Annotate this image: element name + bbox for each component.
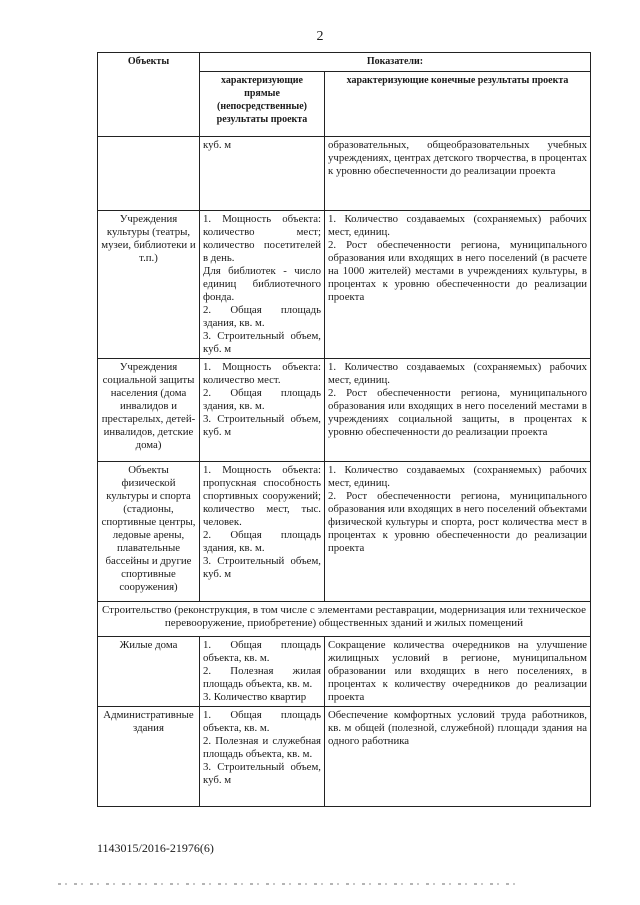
document-code: 1143015/2016-21976(6)	[97, 841, 214, 855]
cell-text: 3. Количество квартир	[203, 691, 307, 703]
cell-text: Обеспечение комфортных условий труда работников, кв. м общей (полезной, служебной) площади здания на одного работника	[328, 709, 588, 747]
table-row	[98, 707, 591, 807]
header-objects: Объекты	[98, 53, 200, 137]
direct-results-cell	[200, 707, 325, 807]
cell-text: 1. Количество создаваемых (сохраняемых) рабочих мест, единиц.	[328, 213, 588, 238]
table-row	[98, 211, 591, 359]
cell-text: 3. Строительный объем, куб. м	[203, 761, 321, 786]
direct-results-cell	[200, 211, 325, 359]
cell-text: 2. Общая площадь здания, кв. м.	[203, 387, 321, 412]
direct-results-cell	[200, 637, 325, 707]
indicators-table	[97, 52, 591, 807]
section-title: Строительство (реконструкция, в том числе с элементами реставрации, модернизация или техническое перевооружение, приобретение) общественных зданий и жилых помещений	[98, 602, 591, 637]
cell-text: 2. Рост обеспеченности региона, муниципального образования или входящих в него поселений объектами физической культуры и спорта, рост количества мест в процентах к уровню обеспеченности до реализации проекта	[328, 490, 588, 554]
cell-text: 2. Полезная и служебная площадь объекта, кв. м.	[203, 735, 321, 760]
cell-text: 2. Рост обеспеченности региона, муниципального образования или входящих в него поселений (в расчете на 1000 жителей) местами в учреждениях культуры, в процентах к уровню обеспеченности до реализации проекта	[328, 239, 588, 303]
direct-results-cell	[200, 359, 325, 462]
table-body-buildings	[98, 637, 591, 807]
cell-text: Административные здания	[103, 709, 194, 734]
final-results-cell	[325, 359, 591, 462]
header-indicators: Показатели:	[200, 53, 591, 72]
cell-text: куб. м	[203, 139, 232, 151]
direct-results-cell	[200, 462, 325, 602]
object-cell	[98, 707, 200, 807]
cell-text: 2. Рост обеспеченности региона, муниципального образования или входящих в него поселений местами в учреждениях социальной защиты, в процентах к уровню обеспеченности до реализации проекта	[328, 387, 588, 438]
cell-text: 1. Мощность объекта: пропускная способность спортивных сооружений; количество мест, тыс. человек.	[203, 464, 321, 528]
cell-text: 3. Строительный объем, куб. м	[203, 555, 321, 580]
cell-text: 1. Общая площадь объекта, кв. м.	[203, 639, 321, 664]
cell-text: 1. Общая площадь объекта, кв. м.	[203, 709, 321, 734]
cell-text: 2. Общая площадь здания, кв. м.	[203, 304, 321, 329]
cell-text: Учреждения социальной защиты населения (дома инвалидов и престарелых, детей-инвалидов, детские дома)	[101, 361, 196, 451]
table-row	[98, 462, 591, 602]
object-cell	[98, 137, 200, 211]
cell-text: Жилые дома	[119, 639, 178, 651]
header-direct-results: характеризующие прямые (непосредственные) результаты проекта	[200, 72, 325, 137]
cell-text: образовательных, общеобразовательных учебных учреждениях, центрах детского творчества, в процентах к уровню обеспеченности до реализации проекта	[328, 139, 588, 177]
object-cell	[98, 462, 200, 602]
cell-text: 2. Общая площадь здания, кв. м.	[203, 529, 321, 554]
cell-text: 1. Количество создаваемых (сохраняемых) рабочих мест, единиц.	[328, 464, 588, 489]
final-results-cell	[325, 462, 591, 602]
object-cell	[98, 637, 200, 707]
final-results-cell	[325, 707, 591, 807]
cell-text: 3. Строительный объем, куб. м	[203, 413, 321, 438]
direct-results-cell	[200, 137, 325, 211]
object-cell	[98, 359, 200, 462]
table-row	[98, 137, 591, 211]
table-body	[98, 137, 591, 602]
final-results-cell	[325, 137, 591, 211]
cell-text: 1. Мощность объекта: количество мест.	[203, 361, 321, 386]
cell-text: Учреждения культуры (театры, музеи, библиотеки и т.п.)	[101, 213, 196, 264]
final-results-cell	[325, 637, 591, 707]
table-row	[98, 637, 591, 707]
table-row	[98, 359, 591, 462]
scan-artifact	[58, 883, 518, 885]
section-row	[98, 602, 591, 637]
cell-text: 1. Мощность объекта: количество мест; количество посетителей в день.	[203, 213, 321, 264]
cell-text: 3. Строительный объем, куб. м	[203, 330, 321, 355]
cell-text: 2. Полезная жилая площадь объекта, кв. м.	[203, 665, 321, 690]
header-final-results: характеризующие конечные результаты проекта	[325, 72, 591, 137]
cell-text: Объекты физической культуры и спорта (стадионы, спортивные центры, ледовые арены, плавательные бассейны и другие спортивные сооружения)	[101, 464, 196, 593]
final-results-cell	[325, 211, 591, 359]
page-number: 2	[316, 29, 324, 44]
cell-text: 1. Количество создаваемых (сохраняемых) рабочих мест, единиц.	[328, 361, 588, 386]
cell-text: Для библиотек - число единиц библиотечного фонда.	[203, 265, 321, 303]
object-cell	[98, 211, 200, 359]
cell-text: Сокращение количества очередников на улучшение жилищных условий в регионе, муниципальном образовании или входящих в него поселениях, в процентах к количеству очередников до реализации проекта	[328, 639, 588, 703]
